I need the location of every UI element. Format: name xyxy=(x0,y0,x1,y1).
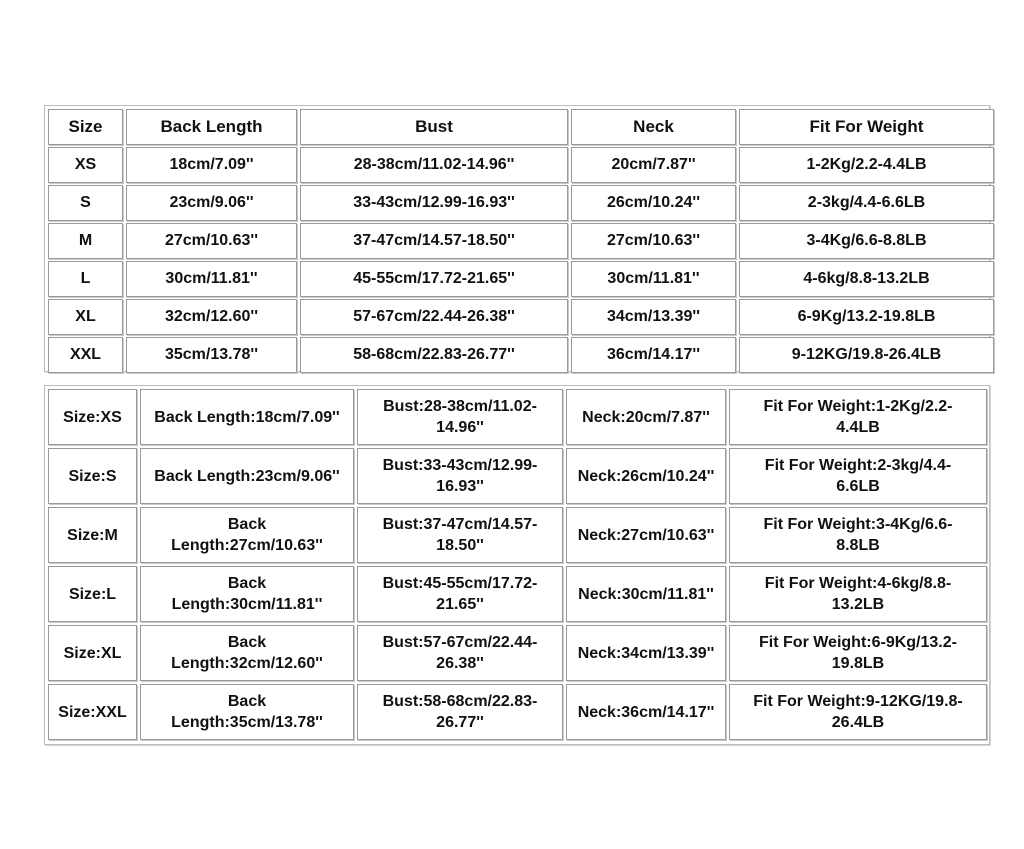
back-length-cell: Back Length:30cm/11.81'' xyxy=(140,566,354,622)
back-length-cell: 32cm/12.60'' xyxy=(126,299,297,335)
header-back-length: Back Length xyxy=(126,109,297,145)
header-neck: Neck xyxy=(571,109,736,145)
bust-cell: 57-67cm/22.44-26.38'' xyxy=(300,299,568,335)
fit-for-weight-cell: Fit For Weight:9-12KG/19.8-26.4LB xyxy=(729,684,987,740)
neck-cell: 20cm/7.87'' xyxy=(571,147,736,183)
fit-for-weight-cell: Fit For Weight:3-4Kg/6.6-8.8LB xyxy=(729,507,987,563)
fit-for-weight-cell: Fit For Weight:4-6kg/8.8-13.2LB xyxy=(729,566,987,622)
back-length-cell: 23cm/9.06'' xyxy=(126,185,297,221)
back-length-cell: 18cm/7.09'' xyxy=(126,147,297,183)
neck-cell: Neck:26cm/10.24'' xyxy=(566,448,726,504)
fit-for-weight-cell: 4-6kg/8.8-13.2LB xyxy=(739,261,994,297)
size-cell: Size:XL xyxy=(48,625,137,681)
neck-cell: Neck:20cm/7.87'' xyxy=(566,389,726,445)
back-length-cell: 35cm/13.78'' xyxy=(126,337,297,373)
neck-cell: Neck:27cm/10.63'' xyxy=(566,507,726,563)
back-length-cell: 30cm/11.81'' xyxy=(126,261,297,297)
neck-cell: Neck:34cm/13.39'' xyxy=(566,625,726,681)
fit-for-weight-cell: Fit For Weight:2-3kg/4.4-6.6LB xyxy=(729,448,987,504)
neck-cell: Neck:30cm/11.81'' xyxy=(566,566,726,622)
size-cell: Size:M xyxy=(48,507,137,563)
fit-for-weight-cell: 1-2Kg/2.2-4.4LB xyxy=(739,147,994,183)
bust-cell: 37-47cm/14.57-18.50'' xyxy=(300,223,568,259)
neck-cell: 30cm/11.81'' xyxy=(571,261,736,297)
bust-cell: 33-43cm/12.99-16.93'' xyxy=(300,185,568,221)
size-cell: S xyxy=(48,185,123,221)
bust-cell: Bust:58-68cm/22.83-26.77'' xyxy=(357,684,563,740)
bust-cell: 28-38cm/11.02-14.96'' xyxy=(300,147,568,183)
back-length-cell: Back Length:35cm/13.78'' xyxy=(140,684,354,740)
bust-cell: Bust:45-55cm/17.72-21.65'' xyxy=(357,566,563,622)
neck-cell: 26cm/10.24'' xyxy=(571,185,736,221)
bust-cell: 45-55cm/17.72-21.65'' xyxy=(300,261,568,297)
back-length-cell: Back Length:18cm/7.09'' xyxy=(140,389,354,445)
size-cell: L xyxy=(48,261,123,297)
size-chart-labeled-table xyxy=(44,385,990,745)
size-cell: Size:XXL xyxy=(48,684,137,740)
fit-for-weight-cell: Fit For Weight:6-9Kg/13.2-19.8LB xyxy=(729,625,987,681)
neck-cell: 34cm/13.39'' xyxy=(571,299,736,335)
size-cell: Size:XS xyxy=(48,389,137,445)
size-cell: Size:L xyxy=(48,566,137,622)
bust-cell: Bust:57-67cm/22.44-26.38'' xyxy=(357,625,563,681)
size-cell: XXL xyxy=(48,337,123,373)
size-cell: M xyxy=(48,223,123,259)
header-bust: Bust xyxy=(300,109,568,145)
fit-for-weight-cell: Fit For Weight:1-2Kg/2.2-4.4LB xyxy=(729,389,987,445)
fit-for-weight-cell: 9-12KG/19.8-26.4LB xyxy=(739,337,994,373)
back-length-cell: Back Length:32cm/12.60'' xyxy=(140,625,354,681)
back-length-cell: Back Length:27cm/10.63'' xyxy=(140,507,354,563)
bust-cell: Bust:33-43cm/12.99-16.93'' xyxy=(357,448,563,504)
size-chart-table xyxy=(44,105,990,372)
back-length-cell: Back Length:23cm/9.06'' xyxy=(140,448,354,504)
fit-for-weight-cell: 3-4Kg/6.6-8.8LB xyxy=(739,223,994,259)
bust-cell: 58-68cm/22.83-26.77'' xyxy=(300,337,568,373)
size-cell: Size:S xyxy=(48,448,137,504)
neck-cell: Neck:36cm/14.17'' xyxy=(566,684,726,740)
neck-cell: 27cm/10.63'' xyxy=(571,223,736,259)
bust-cell: Bust:37-47cm/14.57-18.50'' xyxy=(357,507,563,563)
back-length-cell: 27cm/10.63'' xyxy=(126,223,297,259)
neck-cell: 36cm/14.17'' xyxy=(571,337,736,373)
fit-for-weight-cell: 6-9Kg/13.2-19.8LB xyxy=(739,299,994,335)
bust-cell: Bust:28-38cm/11.02-14.96'' xyxy=(357,389,563,445)
size-cell: XL xyxy=(48,299,123,335)
header-size: Size xyxy=(48,109,123,145)
fit-for-weight-cell: 2-3kg/4.4-6.6LB xyxy=(739,185,994,221)
header-fit-for-weight: Fit For Weight xyxy=(739,109,994,145)
size-cell: XS xyxy=(48,147,123,183)
